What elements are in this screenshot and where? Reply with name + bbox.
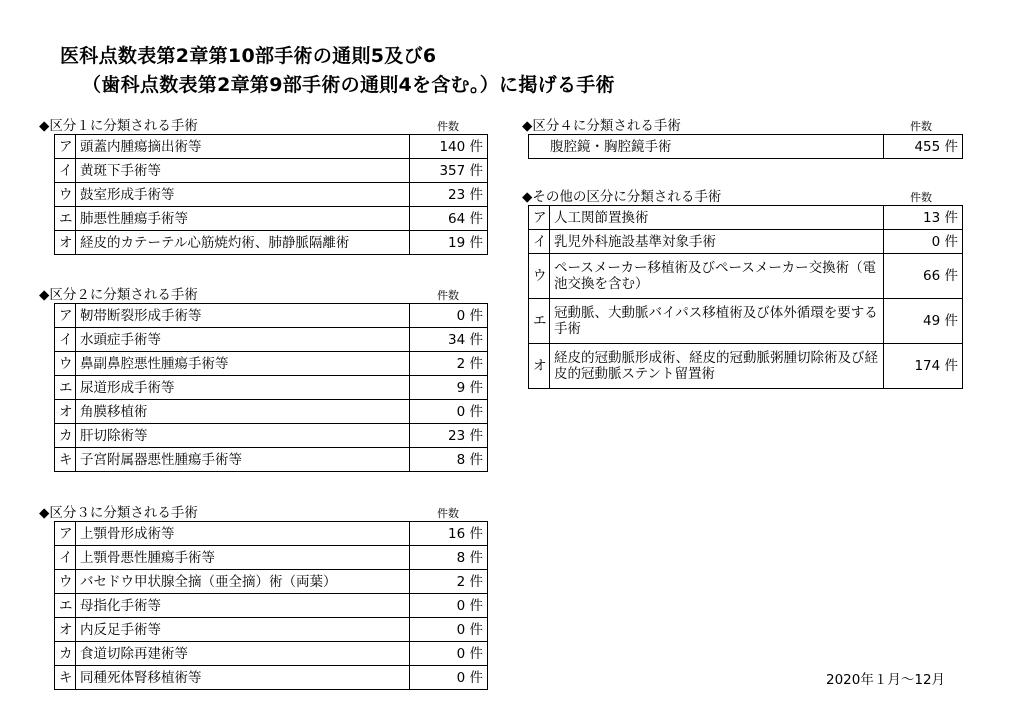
row-mark: オ (55, 400, 76, 424)
row-mark: ウ (55, 183, 76, 207)
page-subtitle: （歯科点数表第2章第9部手術の通則4を含む。）に掲げる手術 (82, 74, 615, 96)
section-title: ◆区分４に分類される手術 (522, 118, 681, 134)
procedure-name: 角膜移植術 (76, 400, 410, 424)
procedure-count: 0 件 (410, 642, 488, 666)
procedure-count: 16 件 (410, 522, 488, 546)
table-row (55, 666, 488, 690)
row-mark: エ (55, 376, 76, 400)
procedure-name: 尿道形成手術等 (76, 376, 410, 400)
procedure-name: 靭帯断裂形成手術等 (76, 304, 410, 328)
procedure-name: 肺悪性腫瘍手術等 (76, 207, 410, 231)
procedure-name: 人工関節置換術 (550, 206, 884, 230)
table-row (55, 304, 488, 328)
row-mark: オ (55, 231, 76, 255)
procedure-table (528, 205, 963, 389)
procedure-name: 乳児外科施設基準対象手術 (550, 230, 884, 254)
procedure-count: 13 件 (884, 206, 963, 230)
section-title: ◆区分１に分類される手術 (39, 118, 198, 134)
procedure-table (54, 521, 488, 690)
count-column-header: 件数 (910, 120, 932, 133)
table-row (529, 135, 963, 159)
procedure-name: 鼓室形成手術等 (76, 183, 410, 207)
section-1 (39, 114, 488, 255)
procedure-table (528, 134, 963, 159)
procedure-name: 頭蓋内腫瘍摘出術等 (76, 135, 410, 159)
procedure-count: 19 件 (410, 231, 488, 255)
procedure-count: 2 件 (410, 352, 488, 376)
section-title: ◆区分３に分類される手術 (39, 505, 198, 521)
procedure-count: 0 件 (410, 618, 488, 642)
count-column-header: 件数 (437, 289, 459, 302)
procedure-count: 357 件 (410, 159, 488, 183)
procedure-count: 455 件 (884, 135, 963, 159)
page-title: 医科点数表第2章第10部手術の通則5及び6 (60, 45, 437, 67)
procedure-count: 140 件 (410, 135, 488, 159)
procedure-count: 34 件 (410, 328, 488, 352)
row-mark: イ (55, 159, 76, 183)
procedure-name: 鼻副鼻腔悪性腫瘍手術等 (76, 352, 410, 376)
row-mark: イ (55, 328, 76, 352)
table-row (55, 522, 488, 546)
count-column-header: 件数 (910, 191, 932, 204)
section-2 (39, 283, 488, 472)
section-other (522, 185, 963, 389)
procedure-name: 母指化手術等 (76, 594, 410, 618)
row-mark: エ (529, 299, 550, 344)
procedure-count: 66 件 (884, 254, 963, 299)
procedure-count: 64 件 (410, 207, 488, 231)
table-row (55, 159, 488, 183)
period-label: 2020年１月～12月 (826, 672, 946, 688)
procedure-name: 内反足手術等 (76, 618, 410, 642)
row-mark: エ (55, 594, 76, 618)
row-mark: ア (529, 206, 550, 230)
table-row (55, 448, 488, 472)
row-mark: オ (529, 344, 550, 389)
row-mark: イ (55, 546, 76, 570)
section-title: ◆区分２に分類される手術 (39, 287, 198, 303)
table-row (55, 207, 488, 231)
table-row (529, 254, 963, 299)
table-row (55, 328, 488, 352)
table-row (55, 570, 488, 594)
procedure-table (54, 134, 488, 255)
procedure-name: 経皮的カテーテル心筋焼灼術、肺静脈隔離術 (76, 231, 410, 255)
procedure-count: 0 件 (410, 400, 488, 424)
procedure-name: 経皮的冠動脈形成術、経皮的冠動脈粥腫切除術及び経皮的冠動脈ステント留置術 (550, 344, 884, 389)
section-title: ◆その他の区分に分類される手術 (522, 189, 722, 205)
row-mark: カ (55, 642, 76, 666)
procedure-count: 0 件 (410, 304, 488, 328)
procedure-count: 0 件 (410, 666, 488, 690)
procedure-count: 2 件 (410, 570, 488, 594)
procedure-name: 黄斑下手術等 (76, 159, 410, 183)
row-mark: カ (55, 424, 76, 448)
procedure-table (54, 303, 488, 472)
procedure-name: 上顎骨悪性腫瘍手術等 (76, 546, 410, 570)
procedure-count: 8 件 (410, 448, 488, 472)
procedure-name: 腹腔鏡・胸腔鏡手術 (529, 135, 884, 159)
procedure-name: ペースメーカー移植術及びペースメーカー交換術（電池交換を含む） (550, 254, 884, 299)
table-row (529, 344, 963, 389)
row-mark: イ (529, 230, 550, 254)
table-row (55, 594, 488, 618)
table-row (55, 400, 488, 424)
procedure-count: 49 件 (884, 299, 963, 344)
row-mark: ア (55, 522, 76, 546)
procedure-count: 23 件 (410, 183, 488, 207)
section-4 (522, 114, 963, 159)
count-column-header: 件数 (437, 507, 459, 520)
table-row (55, 546, 488, 570)
procedure-name: 肝切除術等 (76, 424, 410, 448)
procedure-count: 174 件 (884, 344, 963, 389)
procedure-count: 0 件 (884, 230, 963, 254)
table-row (55, 618, 488, 642)
procedure-count: 8 件 (410, 546, 488, 570)
procedure-name: 水頭症手術等 (76, 328, 410, 352)
row-mark: ウ (55, 352, 76, 376)
table-row (529, 299, 963, 344)
table-row (529, 206, 963, 230)
table-row (55, 183, 488, 207)
procedure-count: 9 件 (410, 376, 488, 400)
procedure-name: 上顎骨形成術等 (76, 522, 410, 546)
procedure-name: 冠動脈、大動脈バイパス移植術及び体外循環を要する手術 (550, 299, 884, 344)
procedure-name: 子宮附属器悪性腫瘍手術等 (76, 448, 410, 472)
procedure-name: 食道切除再建術等 (76, 642, 410, 666)
procedure-name: 同種死体腎移植術等 (76, 666, 410, 690)
row-mark: オ (55, 618, 76, 642)
table-row (55, 424, 488, 448)
table-row (529, 230, 963, 254)
row-mark: ア (55, 135, 76, 159)
table-row (55, 231, 488, 255)
row-mark: ウ (529, 254, 550, 299)
count-column-header: 件数 (437, 120, 459, 133)
table-row (55, 642, 488, 666)
table-row (55, 352, 488, 376)
procedure-count: 23 件 (410, 424, 488, 448)
row-mark: キ (55, 448, 76, 472)
row-mark: ウ (55, 570, 76, 594)
row-mark: キ (55, 666, 76, 690)
row-mark: ア (55, 304, 76, 328)
section-3 (39, 501, 488, 690)
procedure-name: バセドウ甲状腺全摘（亜全摘）術（両葉） (76, 570, 410, 594)
table-row (55, 135, 488, 159)
table-row (55, 376, 488, 400)
row-mark: エ (55, 207, 76, 231)
procedure-count: 0 件 (410, 594, 488, 618)
